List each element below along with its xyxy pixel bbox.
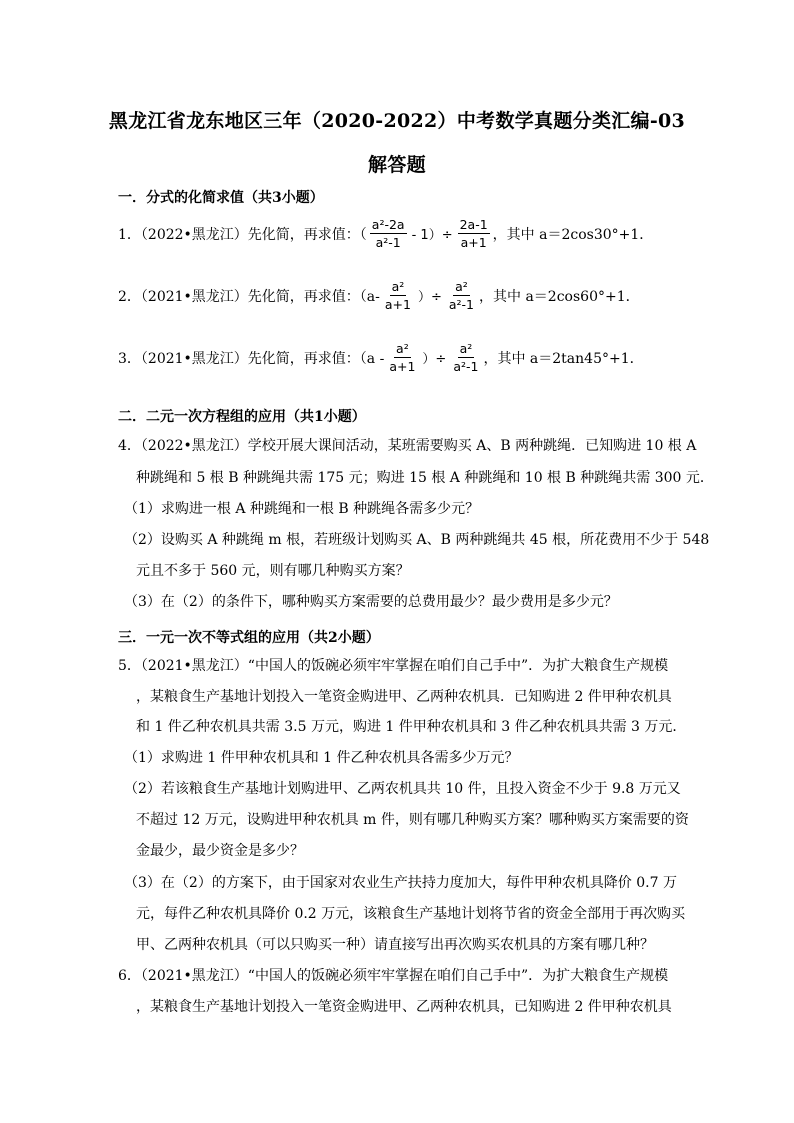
q2-f1-numerator: a² [390,280,407,296]
q1-f2-denominator: a+1 [460,235,487,251]
question-1 [118,218,653,249]
q4-line-6: （3）在（2）的条件下，哪种购买方案需要的总费用最少？最少费用是多少元？ [124,594,618,610]
q4-line-3: （1）求购进一根 A 种跳绳和一根 B 种跳绳各需多少元？ [124,501,480,517]
q5-line-1: 5．（2021•黑龙江）“中国人的饭碗必须牢牢掌握在咱们自己手中”．为扩大粮食生产规模 [118,658,669,674]
q3-f1-denominator: a+1 [389,359,416,375]
q4-line-5: 元且不多于 560 元，则有哪几种购买方案？ [136,563,410,579]
q3-suffix: ，其中 a＝2tan45°+1． [483,350,644,367]
q3-f2-denominator: a²-1 [453,359,479,375]
question-3 [118,342,644,373]
q6-line-1: 6．（2021•黑龙江）“中国人的饭碗必须牢牢掌握在咱们自己手中”．为扩大粮食生产规模 [118,968,669,984]
q4-line-1: 4．（2022•黑龙江）学校开展大课间活动，某班需要购买 A、B 两种跳绳．已知购进 10 根 A [118,438,697,454]
q2-fraction-2 [447,280,476,311]
q2-f2-denominator: a²-1 [448,297,475,313]
q1-f2-numerator: 2a-1 [458,218,490,234]
q2-fraction-1 [383,280,413,311]
q5-line-4: （1）求购进 1 件甲种农机具和 1 件乙种农机具各需多少万元？ [124,750,519,766]
section-heading-2: 二．二元一次方程组的应用（共1小题） [118,409,366,425]
q6-line-2: ，某粮食生产基地计划投入一笔资金购进甲、乙两种农机具，已知购进 2 件甲种农机具 [136,999,672,1015]
q2-prefix: 2．（2021•黑龙江）先化简，再求值：（a- [118,288,380,305]
q5-line-2: ，某粮食生产基地计划投入一笔资金购进甲、乙两种农机具．已知购进 2 件甲种农机具 [136,689,672,705]
q3-fraction-2 [451,342,480,373]
q4-line-2: 种跳绳和 5 根 B 种跳绳共需 175 元；购进 15 根 A 种跳绳和 10 根 B 种跳绳共需 300 元． [136,470,714,486]
q1-suffix: ，其中 a＝2cos30°+1． [492,226,654,243]
q2-f1-denominator: a+1 [384,297,411,313]
doc-title-line2: 解答题 [368,154,426,176]
q3-fraction-1 [387,342,417,373]
q2-operator: ）÷ [417,290,442,306]
q5-line-6: 不超过 12 万元，设购进甲种农机具 m 件，则有哪几种购买方案？哪种购买方案需要的资 [136,812,689,828]
q1-operator: - 1）÷ [411,228,453,244]
q5-line-10: 甲、乙两种农机具（可以只购买一种）请直接写出再次购买农机具的方案有哪几种？ [136,937,654,953]
question-2 [118,280,640,311]
q1-f1-numerator: a²-2a [370,218,407,234]
doc-title-line1: 黑龙江省龙东地区三年（2020-2022）中考数学真题分类汇编-03 [108,110,686,132]
q1-prefix: 1．（2022•黑龙江）先化简，再求值：（ [118,226,367,243]
q5-line-8: （3）在（2）的方案下，由于国家对农业生产扶持力度加大，每件甲种农机具降价 0.7 万 [124,875,677,891]
q5-line-3: 和 1 件乙种农机具共需 3.5 万元，购进 1 件甲种农机具和 3 件乙种农机具共需 3 万元． [136,719,687,735]
q5-line-5: （2）若该粮食生产基地计划购进甲、乙两农机具共 10 件，且投入资金不少于 9.8 万元又 [124,781,681,797]
q5-line-7: 金最少，最少资金是多少？ [136,843,304,859]
section-heading-1: 一．分式的化简求值（共3小题） [118,190,324,206]
q3-f2-numerator: a² [458,342,475,358]
q2-suffix: ，其中 a＝2cos60°+1． [479,288,640,305]
q3-f1-numerator: a² [394,342,411,358]
q4-line-4: （2）设购买 A 种跳绳 m 根，若班级计划购买 A、B 两种跳绳共 45 根，所花费用不少于 548 [124,532,710,548]
q1-fraction-1 [370,218,407,249]
q3-prefix: 3．（2021•黑龙江）先化简，再求值：（a - [118,350,385,367]
q1-f1-denominator: a²-1 [375,235,401,251]
section-heading-3: 三．一元一次不等式组的应用（共2小题） [118,630,380,646]
q1-fraction-2 [458,218,490,249]
q2-f2-numerator: a² [453,280,470,296]
q3-operator: ）÷ [422,352,447,368]
q5-line-9: 元，每件乙种农机具降价 0.2 万元，该粮食生产基地计划将节省的资金全部用于再次购买 [136,906,686,922]
